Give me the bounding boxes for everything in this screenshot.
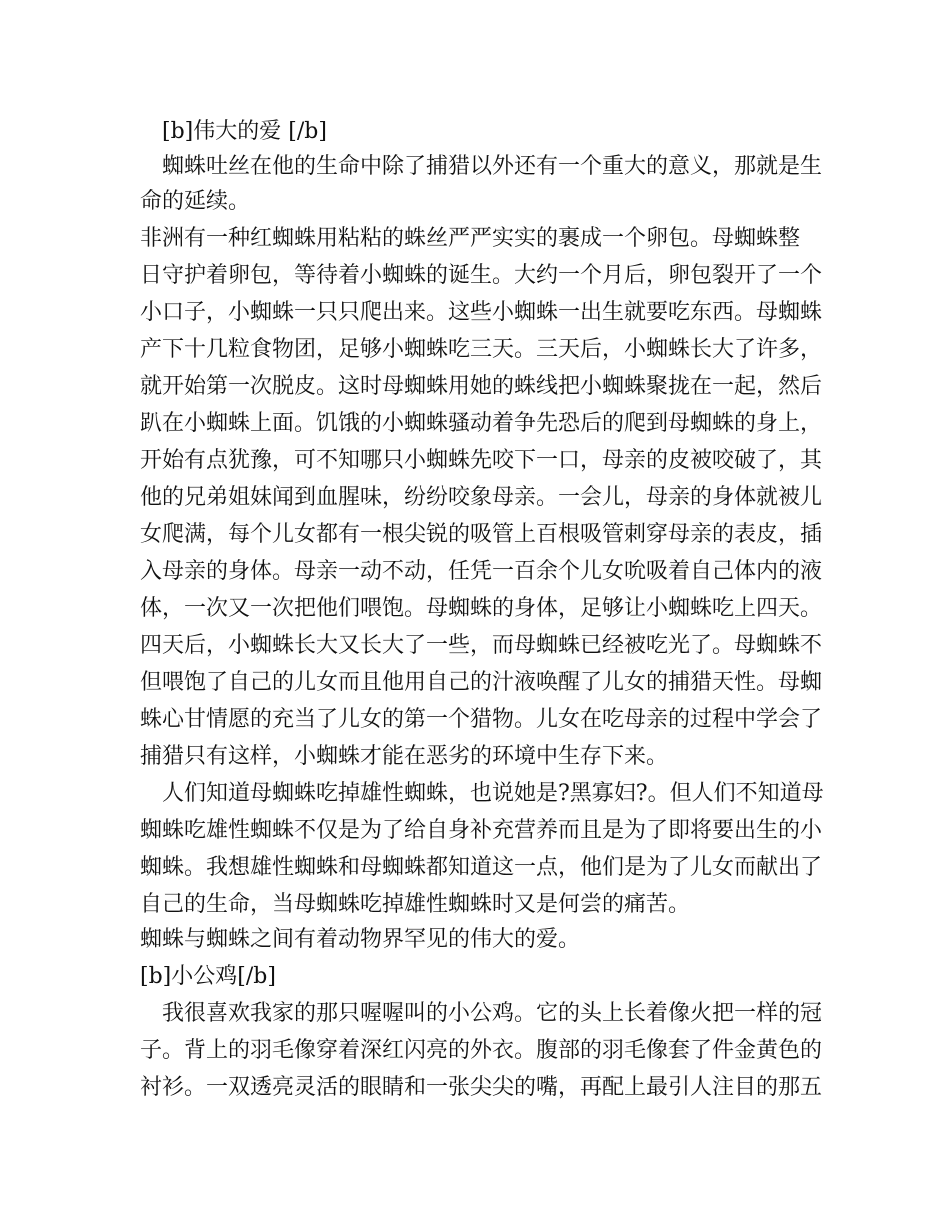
text-line: 蜘蛛吐丝在他的生命中除了捕猎以外还有一个重大的意义，那就是生: [140, 154, 823, 179]
heading-little-rooster: [b]小公鸡[/b]: [140, 964, 276, 989]
text-line: 日守护着卵包，等待着小蜘蛛的诞生。大约一个月后，卵包裂开了一个: [140, 263, 823, 288]
text-line: 子。背上的羽毛像穿着深红闪亮的外衣。腹部的羽毛像套了件金黄色的: [140, 1038, 823, 1063]
text-line: 命的延续。: [140, 189, 251, 214]
text-line: 非洲有一种红蜘蛛用粘粘的蛛丝严严实实的裹成一个卵包。母蜘蛛整: [140, 226, 801, 251]
text-line: 自己的生命，当母蜘蛛吃掉雄性蜘蛛时又是何尝的痛苦。: [140, 892, 691, 917]
text-line: 蛛心甘情愿的充当了儿女的第一个猎物。儿女在吃母亲的过程中学会了: [140, 707, 823, 732]
text-line: 体，一次又一次把他们喂饱。母蜘蛛的身体，足够让小蜘蛛吃上四天。: [140, 596, 823, 621]
text-line: 就开始第一次脱皮。这时母蜘蛛用她的蛛线把小蜘蛛聚拢在一起，然后: [140, 374, 823, 399]
text-line: 四天后，小蜘蛛长大又长大了一些，而母蜘蛛已经被吃光了。母蜘蛛不: [140, 633, 823, 658]
text-line: 蜘蛛吃雄性蜘蛛不仅是为了给自身补充营养而且是为了即将要出生的小: [140, 818, 823, 843]
heading-great-love: [b]伟大的爱 [/b]: [140, 119, 327, 144]
text-line: 蜘蛛。我想雄性蜘蛛和母蜘蛛都知道这一点，他们是为了儿女而献出了: [140, 855, 823, 880]
text-line: 捕猎只有这样，小蜘蛛才能在恶劣的环境中生存下来。: [140, 744, 669, 769]
text-line: 趴在小蜘蛛上面。饥饿的小蜘蛛骚动着争先恐后的爬到母蜘蛛的身上，: [140, 411, 823, 436]
text-line: 小口子，小蜘蛛一只只爬出来。这些小蜘蛛一出生就要吃东西。母蜘蛛: [140, 300, 823, 325]
text-line: 入母亲的身体。母亲一动不动，任凭一百余个儿女吮吸着自己体内的液: [140, 559, 823, 584]
text-line: 他的兄弟姐妹闻到血腥味，纷纷咬象母亲。一会儿，母亲的身体就被儿: [140, 485, 823, 510]
text-line: 衬衫。一双透亮灵活的眼睛和一张尖尖的嘴，再配上最引人注目的那五: [140, 1075, 823, 1100]
text-line: 产下十几粒食物团，足够小蜘蛛吃三天。三天后，小蜘蛛长大了许多，: [140, 337, 823, 362]
text-line: 人们知道母蜘蛛吃掉雄性蜘蛛，也说她是?黑寡妇?。但人们不知道母: [140, 781, 824, 806]
text-line: 蜘蛛与蜘蛛之间有着动物界罕见的伟大的爱。: [140, 927, 581, 952]
text-line: 我很喜欢我家的那只喔喔叫的小公鸡。它的头上长着像火把一样的冠: [140, 1001, 823, 1026]
text-line: 但喂饱了自己的儿女而且他用自己的汁液唤醒了儿女的捕猎天性。母蜘: [140, 670, 823, 695]
text-line: 开始有点犹豫，可不知哪只小蜘蛛先咬下一口，母亲的皮被咬破了，其: [140, 448, 823, 473]
text-line: 女爬满，每个儿女都有一根尖锐的吸管上百根吸管刺穿母亲的表皮，插: [140, 522, 823, 547]
